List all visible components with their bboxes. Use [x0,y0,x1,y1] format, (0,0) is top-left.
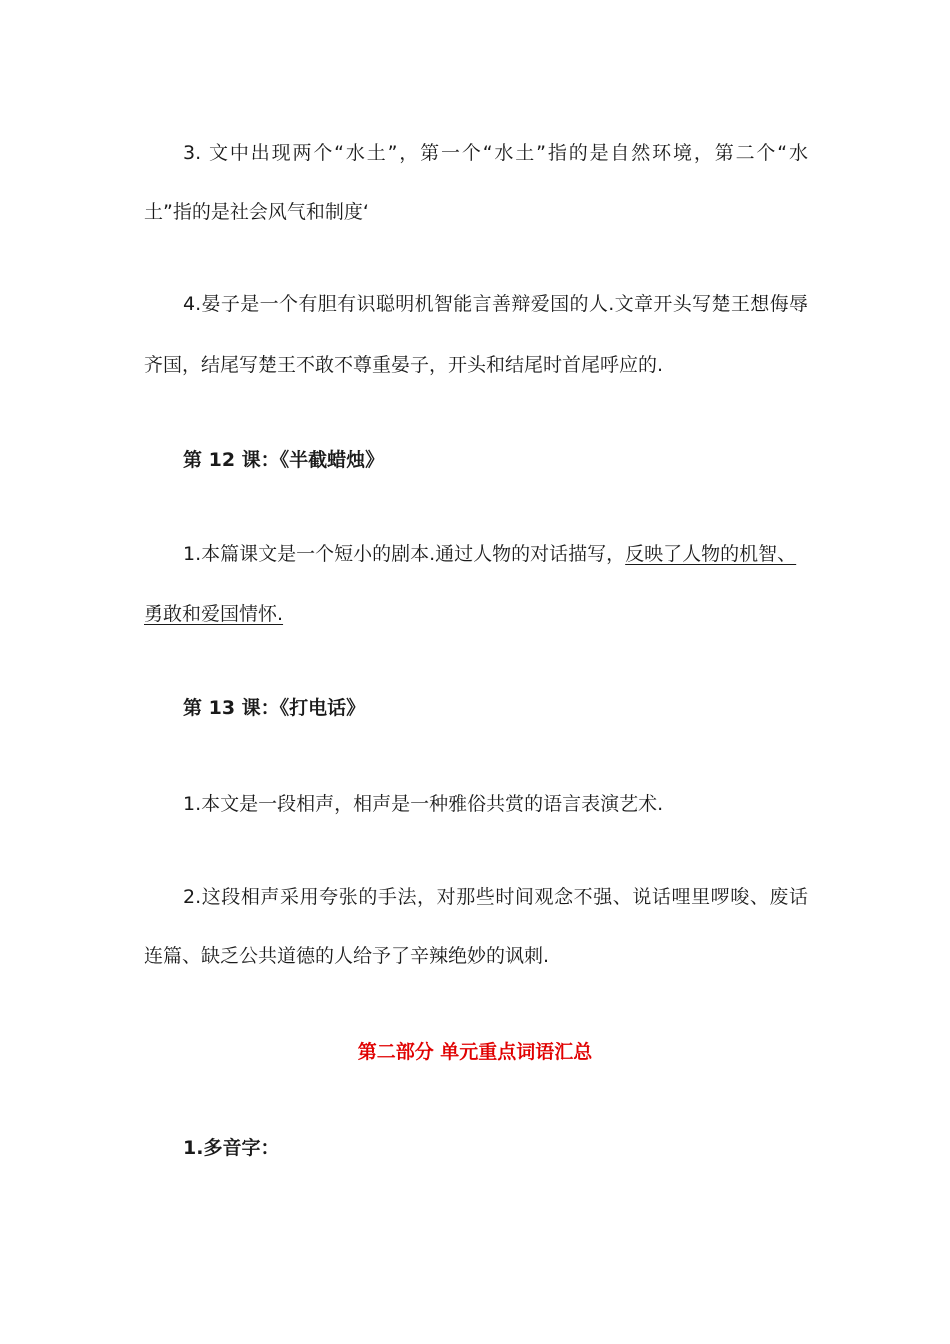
lesson11-item3-line1: 3. 文中出现两个“水土”，第一个“水土”指的是自然环境，第二个“水 [183,142,808,164]
lesson13-item1: 1.本文是一段相声，相声是一种雅俗共赏的语言表演艺术. [183,793,664,815]
part2-section1-heading: 1.多音字： [183,1137,280,1159]
lesson13-item2-line1: 2.这段相声采用夸张的手法，对那些时间观念不强、说话哩里啰唆、废话 [183,886,808,908]
lesson13-item2-line2: 连篇、缺乏公共道德的人给予了辛辣绝妙的讽刺. [144,945,550,967]
lesson13-heading: 第 13 课：《打电话》 [183,697,366,719]
lesson11-item4-line1: 4.晏子是一个有胆有识聪明机智能言善辩爱国的人.文章开头写楚王想侮辱 [183,293,808,315]
part2-title: 第二部分 单元重点词语汇总 [357,1041,593,1063]
lesson11-item3-line2: 土”指的是社会风气和制度‘ [144,201,369,223]
lesson12-item1-underlined-text-2: 勇敢和爱国情怀. [144,603,284,625]
lesson12-item1-plain-text: 1.本篇课文是一个短小的剧本.通过人物的对话描写， [183,543,626,565]
lesson11-item4-line2: 齐国，结尾写楚王不敢不尊重晏子，开头和结尾时首尾呼应的. [144,354,664,376]
lesson12-heading: 第 12 课：《半截蜡烛》 [183,449,385,471]
lesson12-item1-underlined-text: 反映了人物的机智、 [625,543,797,565]
lesson12-item1-line2 [144,601,808,627]
lesson12-item1-line1 [183,541,808,567]
